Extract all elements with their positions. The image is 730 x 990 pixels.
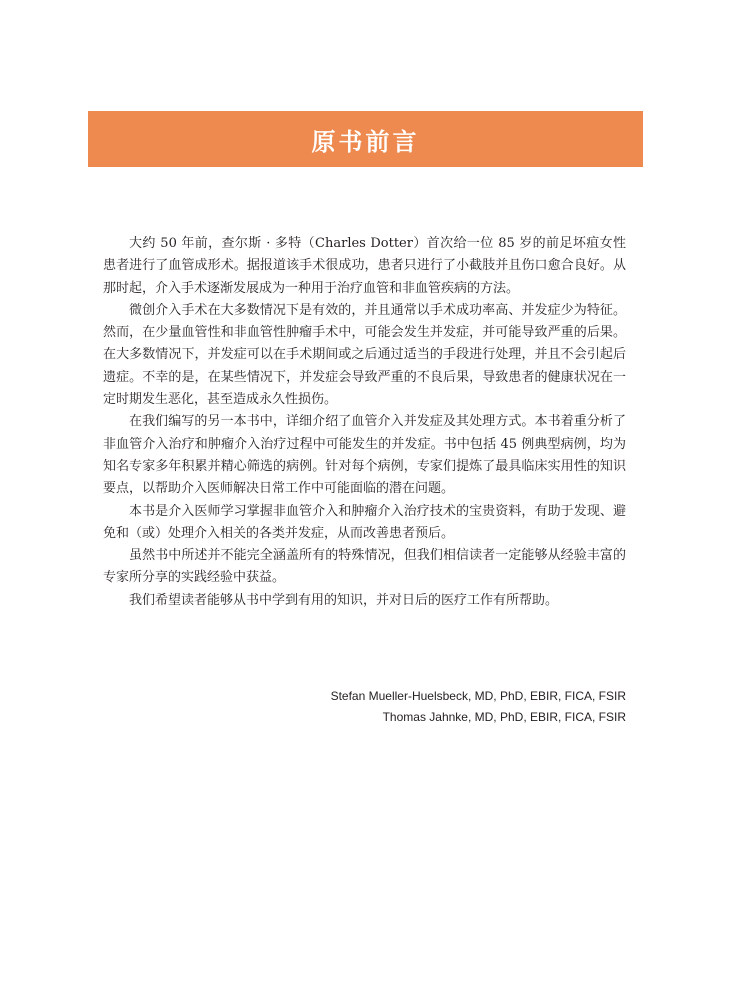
title-banner: [88, 111, 643, 167]
paragraph: 我们希望读者能够从书中学到有用的知识，并对日后的医疗工作有所帮助。: [129, 592, 559, 608]
paragraph: 虽然书中所述并不能完全涵盖所有的特殊情况，但我们相信读者一定能够从经验丰富的专家所分享的实践经验中获益。: [103, 548, 626, 586]
page-title: 原书前言: [311, 126, 420, 156]
paragraph: 微创介入手术在大多数情况下是有效的，并且通常以手术成功率高、并发症少为特征。然而，在少量血管性和非血管性肿瘤手术中，可能会发生并发症，并可能导致严重的后果。在大多数情况下，并发症可以在手术期间或之后通过适当的手段进行处理，并且不会引起后遗症。不幸的是，在某些情况下，并发症会导致严重的不良后果，导致患者的健康状况在一定时期发生恶化，甚至造成永久性损伤。: [103, 302, 626, 408]
paragraph: 大约 50 年前，查尔斯 · 多特（Charles Dotter）首次给一位 85 岁的前足坏疽女性患者进行了血管成形术。据报道该手术很成功，患者只进行了小截肢并且伤口愈合良好。从那时起，介入手术逐渐发展成为一种用于治疗血管和非血管疾病的方法。: [103, 236, 626, 296]
paragraph: 在我们编写的另一本书中，详细介绍了血管介入并发症及其处理方式。本书着重分析了非血管介入治疗和肿瘤介入治疗过程中可能发生的并发症。书中包括 45 例典型病例，均为知名专家多年积累并精心筛选的病例。针对每个病例，专家们提炼了最具临床实用性的知识要点，以帮助介入医师解决日常工作中可能面临的潜在问题。: [103, 414, 626, 497]
author-signature: Thomas Jahnke, MD, PhD, EBIR, FICA, FSIR: [382, 710, 626, 724]
author-signature: Stefan Mueller-Huelsbeck, MD, PhD, EBIR, FICA, FSIR: [330, 689, 626, 703]
preface-body: [103, 233, 626, 612]
author-signatures: [331, 686, 626, 728]
paragraph: 本书是介入医师学习掌握非血管介入和肿瘤介入治疗技术的宝贵资料，有助于发现、避免和（或）处理介入相关的各类并发症，从而改善患者预后。: [103, 503, 626, 541]
